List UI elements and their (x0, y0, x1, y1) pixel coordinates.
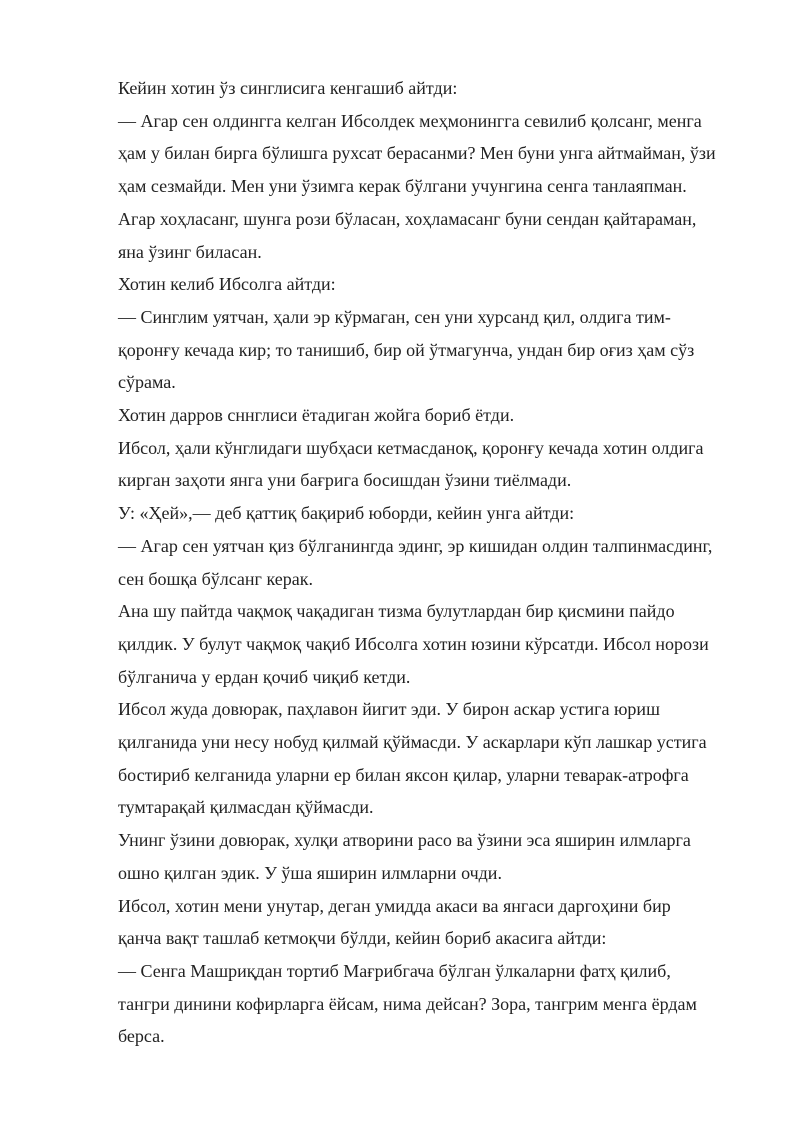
document-page (118, 72, 758, 1053)
text-line: — Синглим уятчан, ҳали эр кўрмаган, сен уни хурсанд қил, олдига тим- (118, 306, 671, 327)
text-line: ошно қилган эдик. У ўша яширин илмларни очди. (118, 862, 502, 883)
text-line: Хотин дарров сннглиси ётадиган жойга бориб ётди. (118, 405, 515, 426)
text-line: сўрама. (118, 372, 176, 393)
text-line: Ана шу пайтда чақмоқ чақадиган тизма булутлардан бир қисмини пайдо (118, 601, 675, 622)
text-line: берса. (118, 1026, 165, 1047)
text-line: тангри динини кофирларга ёйсам, нима дейсан? Зора, тангрим менга ёрдам (118, 993, 697, 1014)
text-line: Ибсол жуда довюрак, паҳлавон йигит эди. У бирон аскар устига юриш (118, 699, 660, 720)
text-line: бўлганича у ердан қочиб чиқиб кетди. (118, 666, 411, 687)
text-line: ҳам у билан бирга бўлишга рухсат берасанми? Мен буни унга айтмайман, ўзи (118, 143, 716, 164)
text-line: У: «Ҳей»,— деб қаттиқ бақириб юборди, кейин унга айтди: (118, 503, 575, 524)
text-line: — Агар сен олдингга келган Ибсолдек меҳмонингга севилиб қолсанг, менга (118, 110, 702, 131)
text-line: қоронғу кечада кир; то танишиб, бир ой ўтмагунча, ундан бир оғиз ҳам сўз (118, 339, 695, 360)
text-line: — Сенга Машриқдан тортиб Мағрибгача бўлган ўлкаларни фатҳ қилиб, (118, 960, 671, 981)
text-line: қилганида уни несу нобуд қилмай қўймасди. У аскарлари кўп лашкар устига (118, 732, 707, 753)
text-line: ҳам сезмайди. Мен уни ўзимга керак бўлгани учунгина сенга танлаяпман. (118, 176, 687, 197)
text-line: Ибсол, хотин мени унутар, деган умидда акаси ва янгаси даргоҳини бир (118, 895, 671, 916)
text-line: Кейин хотин ўз синглисига кенгашиб айтди: (118, 78, 458, 98)
text-line: бостириб келганида уларни ер билан яксон қилар, уларни теварак-атрофга (118, 764, 689, 785)
text-line: Ибсол, ҳали кўнглидаги шубҳаси кетмасданоқ, қоронғу кечада хотин олдига (118, 437, 704, 458)
text-line: Хотин келиб Ибсолга айтди: (118, 274, 336, 295)
text-line: қилдик. У булут чақмоқ чақиб Ибсолга хотин юзини кўрсатди. Ибсол норози (118, 633, 709, 654)
text-line: — Агар сен уятчан қиз бўлганингда эдинг, эр кишидан олдин талпинмасдинг, (118, 535, 713, 556)
text-line: кирган заҳоти янга уни бағрига босишдан ўзини тиёлмади. (118, 470, 572, 491)
text-line: сен бошқа бўлсанг керак. (118, 568, 313, 589)
text-line: Агар хоҳласанг, шунга рози бўласан, хоҳламасанг буни сендан қайтараман, (118, 208, 697, 229)
text-line: Унинг ўзини довюрак, хулқи атворини расо ва ўзини эса яширин илмларга (118, 830, 691, 851)
text-line: яна ўзинг биласан. (118, 241, 262, 262)
text-line: қанча вақт ташлаб кетмоқчи бўлди, кейин бориб акасига айтди: (118, 928, 607, 949)
text-line: тумтарақай қилмасдан қўймасди. (118, 797, 374, 818)
